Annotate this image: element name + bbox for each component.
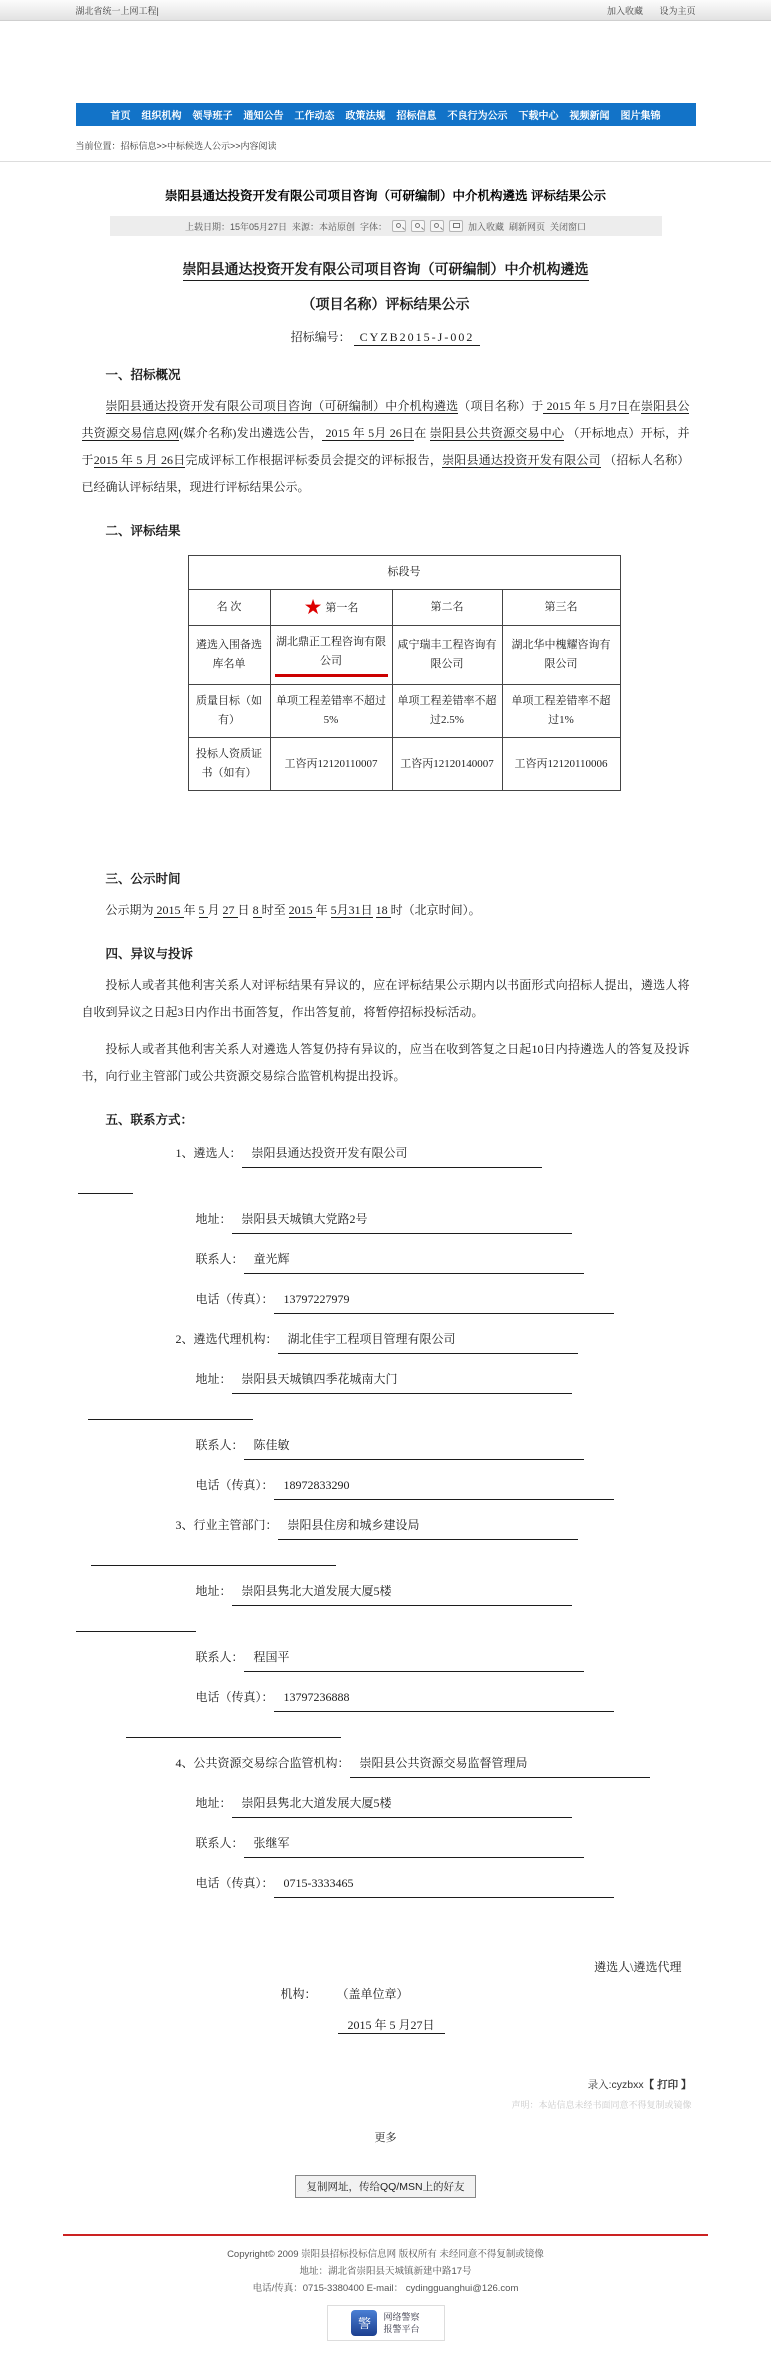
contact-row: [176, 1326, 696, 1354]
value-cell: 工咨丙12120140007: [392, 738, 502, 791]
rank-label-cell: 名 次: [188, 590, 270, 626]
source: 来源：本站原创: [291, 221, 355, 232]
blank-underline: [76, 1618, 196, 1632]
signature-party: 遴选人\遴选代理: [594, 1960, 682, 1974]
row-label-cell: 遴选入围备选库名单: [188, 626, 270, 685]
contact-value: 13797236888: [274, 1684, 614, 1712]
cyber-police-icon: 警: [351, 2310, 377, 2336]
contact-row: [176, 1750, 696, 1778]
rank-cell: 第二名: [392, 590, 502, 626]
contact-row: [196, 1472, 696, 1500]
table-row: [188, 738, 620, 791]
contact-row: [176, 1140, 696, 1168]
contact-item: [76, 1326, 696, 1500]
nav-item-0[interactable]: 首页: [110, 111, 131, 122]
font-size-label: 字体：: [360, 221, 388, 232]
contact-value: 13797227979: [274, 1286, 614, 1314]
winner-star-icon: ★: [303, 595, 323, 619]
footer-divider: [63, 2234, 708, 2236]
contact-label: 电话（传真）：: [195, 1876, 274, 1890]
row-label-cell: 质量目标（如有）: [188, 685, 270, 738]
value-cell: 湖北华中槐耀咨询有限公司: [502, 626, 620, 685]
more-link[interactable]: 更多: [374, 2132, 397, 2144]
contact-label: 地址：: [195, 1796, 232, 1810]
contact-label: 2、遴选代理机构：: [175, 1332, 278, 1346]
document-body: [76, 256, 696, 2033]
row-label-cell: 投标人资质证书（如有）: [188, 738, 270, 791]
contact-value: 0715-3333465: [274, 1870, 614, 1898]
contact-item: [76, 1512, 696, 1738]
cyber-police-badge[interactable]: [327, 2305, 445, 2341]
value-cell: 单项工程差错率不超过1%: [502, 685, 620, 738]
contact-row: [196, 1366, 696, 1394]
signature-org-line: 机构： （盖单位章）: [280, 1987, 409, 2001]
blank-underline: [126, 1724, 341, 1738]
mail-icon[interactable]: [449, 220, 463, 232]
blank-underline: [91, 1552, 336, 1566]
add-favorite-action[interactable]: 加入收藏: [468, 221, 505, 232]
value-cell: 工咨丙12120110006: [502, 738, 620, 791]
doc-title-line1: 崇阳县通达投资开发有限公司项目咨询（可研编制）中介机构遴选: [76, 256, 696, 286]
contact-row: [176, 1512, 696, 1540]
breadcrumb-label: 当前位置：: [75, 141, 121, 151]
network-project-label: 湖北省统一上网工程|: [75, 6, 159, 16]
section-2-heading: 二、评标结果: [105, 524, 181, 538]
contact-label: 联系人：: [195, 1836, 244, 1850]
contact-value: 崇阳县隽北大道发展大厦5楼: [232, 1578, 572, 1606]
nav-item-10[interactable]: 图片集锦: [620, 111, 661, 122]
contact-value: 崇阳县通达投资开发有限公司: [242, 1140, 542, 1168]
contact-label: 地址：: [195, 1212, 232, 1226]
contacts-list: [76, 1140, 696, 1898]
contact-item: [76, 1750, 696, 1898]
contact-value: 张继军: [244, 1830, 584, 1858]
cyber-police-text: 网络警察 报警平台: [383, 2312, 420, 2334]
section-4-paragraph-2: 投标人或者其他利害关系人对遴选人答复仍持有异议的，应当在收到答复之日起10日内持遴选人的答复及投诉书，向行业主管部门或公共资源交易综合监管机构提出投诉。: [81, 1042, 690, 1083]
print-button[interactable]: 【 打印 】: [643, 2079, 692, 2091]
entry-line: [76, 2077, 696, 2092]
contact-label: 联系人：: [195, 1438, 244, 1452]
value-cell: 单项工程差错率不超过5%: [270, 685, 392, 738]
contact-label: 3、行业主管部门：: [175, 1518, 278, 1532]
doc-title-line2: （项目名称）评标结果公示: [301, 298, 470, 313]
table-header-cell: 标段号: [188, 556, 620, 590]
nav-item-4[interactable]: 工作动态: [294, 111, 335, 122]
set-homepage-link[interactable]: 设为主页: [659, 6, 696, 16]
contact-row: [196, 1870, 696, 1898]
page-title: 崇阳县通达投资开发有限公司项目咨询（可研编制）中介机构遴选 评标结果公示: [165, 189, 606, 203]
add-favorite-link[interactable]: 加入收藏: [606, 6, 643, 16]
signature-block: [76, 1958, 696, 2033]
zoom-in-icon[interactable]: [392, 220, 406, 232]
breadcrumb: [76, 139, 696, 152]
contact-row: [196, 1286, 696, 1314]
bid-number: CYZB2015-J-002: [354, 330, 481, 346]
rank-cell: 第三名: [502, 590, 620, 626]
value-cell: 单项工程差错率不超过2.5%: [392, 685, 502, 738]
site-footer: [0, 2246, 771, 2341]
contact-label: 电话（传真）：: [195, 1690, 274, 1704]
contact-row: [196, 1644, 696, 1672]
nav-item-3[interactable]: 通知公告: [243, 111, 284, 122]
close-window-action[interactable]: 关闭窗口: [550, 221, 587, 232]
contact-value: 崇阳县隽北大道发展大厦5楼: [232, 1790, 572, 1818]
breadcrumb-path[interactable]: 招标信息>>中标候选人公示>>内容阅读: [120, 141, 277, 151]
contact-row: [196, 1790, 696, 1818]
top-strip: [0, 0, 771, 21]
section-3-paragraph: 公示期为 2015 年 5 月 27 日 8 时至 2015 年 5月31日 18 时（北京时间）。: [105, 903, 481, 917]
contact-row: [196, 1578, 696, 1606]
nav-item-9[interactable]: 视频新闻: [569, 111, 610, 122]
contact-label: 电话（传真）：: [195, 1292, 274, 1306]
upload-date: 上载日期：15年05月27日: [184, 221, 287, 232]
rank-cell: ★ 第一名: [270, 590, 392, 626]
table-row: [188, 685, 620, 738]
contact-row: [196, 1684, 696, 1712]
footer-contact: 电话/传真：0715-3380400 E-mail： cydingguanghui@126.com: [252, 2283, 519, 2294]
copyright-line: Copyright© 2009 崇阳县招标投标信息网 版权所有 未经同意不得复制或镜像: [227, 2249, 544, 2260]
table-row: [188, 626, 620, 685]
section-1-heading: 一、招标概况: [105, 368, 181, 382]
contact-row: [196, 1206, 696, 1234]
nav-item-8[interactable]: 下载中心: [518, 111, 559, 122]
section-5-heading: 五、联系方式：: [105, 1113, 194, 1127]
contact-label: 电话（传真）：: [195, 1478, 274, 1492]
copy-notice: 声明：本站信息未经书面同意不得复制或镜像: [511, 2100, 692, 2110]
signature-date: 2015 年 5 月27日: [338, 2016, 696, 2033]
contact-value: 童光辉: [244, 1246, 584, 1274]
contact-row: [196, 1432, 696, 1460]
entry-author: 录入:cyzbxx: [587, 2079, 644, 2091]
contact-value: 崇阳县住房和城乡建设局: [278, 1512, 578, 1540]
breadcrumb-bar: [0, 130, 771, 162]
contact-value: 湖北佳宇工程项目管理有限公司: [278, 1326, 578, 1354]
value-cell: 湖北鼎正工程咨询有限公司: [270, 626, 392, 685]
contact-value: 崇阳县天城镇大党路2号: [232, 1206, 572, 1234]
contact-label: 1、遴选人：: [175, 1146, 242, 1160]
contact-label: 联系人：: [195, 1252, 244, 1266]
zoom-out-icon[interactable]: [430, 220, 444, 232]
article-meta-bar: [110, 216, 662, 236]
blank-underline: [78, 1180, 133, 1194]
contact-value: 崇阳县天城镇四季花城南大门: [232, 1366, 572, 1394]
contact-value: 18972833290: [274, 1472, 614, 1500]
value-cell: 工咨丙12120110007: [270, 738, 392, 791]
nav-item-5[interactable]: 政策法规: [345, 111, 386, 122]
footer-address: 地址：湖北省崇阳县天城镇新建中路17号: [299, 2266, 472, 2277]
contact-value: 陈佳敏: [244, 1432, 584, 1460]
contact-value: 程国平: [244, 1644, 584, 1672]
contact-label: 4、公共资源交易综合监管机构：: [175, 1756, 350, 1770]
section-4-paragraph-1: 投标人或者其他利害关系人对评标结果有异议的，应在评标结果公示期内以书面形式向招标人提出，遴选人将自收到异议之日起3日内作出书面答复，作出答复前，将暂停招标投标活动。: [81, 978, 690, 1019]
value-cell: 咸宁瑞丰工程咨询有限公司: [392, 626, 502, 685]
section-4-heading: 四、异议与投诉: [105, 947, 194, 961]
contact-row: [196, 1246, 696, 1274]
bid-number-label: 招标编号：: [290, 330, 351, 344]
blank-underline: [88, 1406, 253, 1420]
section-1-paragraph: 崇阳县通达投资开发有限公司项目咨询（可研编制）中介机构遴选（项目名称）于 2015 年 5 月7日在崇阳县公共资源交易信息网(媒介名称)发出遴选公告， 2015 年 5月 26日在 崇阳县公共资源交易中心 （开标地点）开标，并于2015 年 5 月 26日完成评标工作根据评标委员会提交的评标报告，崇阳县通达投资开发有限公司 （招标人名称）已经确认评标结果，现进行评标结果公示。: [81, 399, 690, 494]
nav-item-7[interactable]: 不良行为公示: [447, 111, 508, 122]
nav-item-1[interactable]: 组织机构: [141, 111, 182, 122]
contact-value: 崇阳县公共资源交易监督管理局: [350, 1750, 650, 1778]
section-3-heading: 三、公示时间: [105, 872, 181, 886]
contact-item: [76, 1140, 696, 1314]
winner-red-underline: [275, 674, 388, 677]
header-spacer: [0, 21, 771, 103]
bid-number-line: [76, 328, 696, 345]
nav-item-6[interactable]: 招标信息: [396, 111, 437, 122]
nav-item-2[interactable]: 领导班子: [192, 111, 233, 122]
refresh-page-action[interactable]: 刷新网页: [509, 221, 546, 232]
contact-label: 联系人：: [195, 1650, 244, 1664]
contact-row: [196, 1830, 696, 1858]
main-nav: [76, 103, 696, 126]
contact-label: 地址：: [195, 1372, 232, 1386]
share-url-button[interactable]: 复制网址，传给QQ/MSN上的好友: [295, 2175, 475, 2198]
evaluation-table: [188, 555, 621, 791]
contact-label: 地址：: [195, 1584, 232, 1598]
restore-icon[interactable]: [411, 220, 425, 232]
